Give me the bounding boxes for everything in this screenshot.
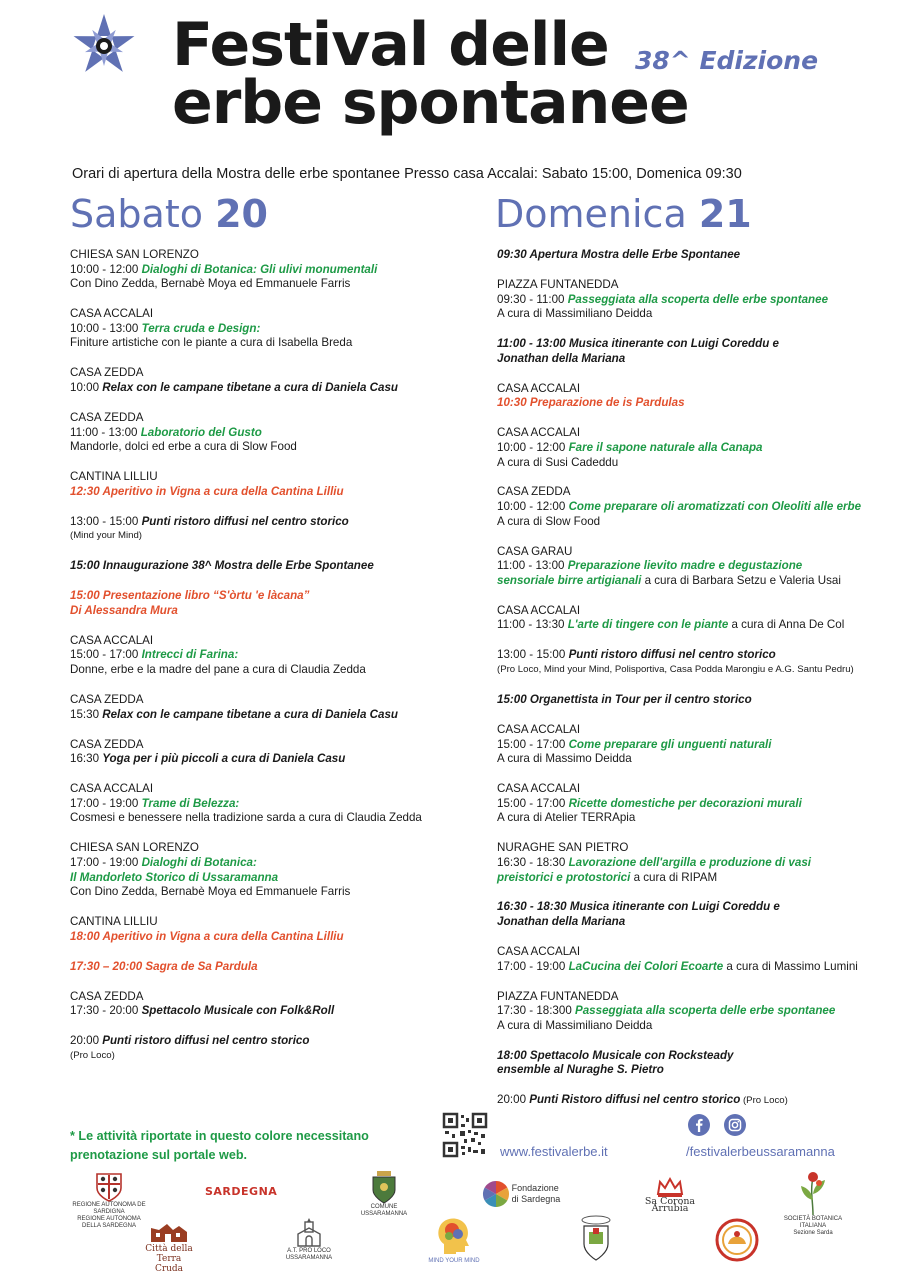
event-title: Preparazione lievito madre e degustazione bbox=[567, 559, 803, 573]
title-line-1: Festival delle bbox=[172, 10, 609, 80]
event-title: Intrecci di Farina: bbox=[141, 648, 239, 662]
schedule-event bbox=[70, 693, 490, 722]
schedule-event bbox=[497, 426, 897, 470]
event-title-cont: Jonathan della Mariana bbox=[497, 915, 626, 929]
societa-line-2: Sezione Sarda bbox=[793, 1230, 833, 1236]
santu-pedru-logo bbox=[574, 1214, 618, 1262]
regione-line-2: REGIONE AUTONOMA DELLA SARDEGNA bbox=[77, 1216, 141, 1229]
event-title: Punti ristoro diffusi nel centro storico bbox=[568, 648, 776, 662]
event-place: CANTINA LILLIU bbox=[70, 915, 158, 929]
event-title: Come preparare gli unguenti naturali bbox=[568, 737, 772, 751]
event-note: (Pro Loco) bbox=[740, 1095, 788, 1107]
event-place: CASA ACCALAI bbox=[70, 782, 154, 796]
saturday-day-word: Sabato bbox=[70, 192, 203, 236]
event-description: Finiture artistiche con le piante a cura di Isabella Breda bbox=[70, 336, 353, 350]
schedule-event bbox=[497, 382, 897, 411]
event-time: 15:00 - 17:00 bbox=[70, 648, 142, 662]
event-title-cont: sensoriale birre artigianali bbox=[497, 573, 642, 587]
event-title: Sagra de Sa Pardula bbox=[145, 959, 258, 973]
event-description: Di Alessandra Mura bbox=[70, 603, 178, 617]
event-place: CASA ZEDDA bbox=[70, 410, 144, 424]
event-description: A cura di Slow Food bbox=[497, 514, 601, 528]
event-time: 11:00 - 13:30 bbox=[497, 618, 568, 632]
schedule-event bbox=[70, 738, 490, 767]
event-title-cont: ensemble al Nuraghe S. Pietro bbox=[497, 1063, 664, 1077]
event-line bbox=[70, 1004, 490, 1019]
edition-label: 38^ Edizione bbox=[635, 46, 819, 75]
event-title: Presentazione libro “S'òrtu 'e làcana” bbox=[102, 589, 310, 603]
event-place: CASA ACCALAI bbox=[497, 381, 581, 395]
event-time: 10:00 - 12:00 bbox=[497, 440, 569, 454]
event-title: Aperitivo in Vigna a cura della Cantina Lilliu bbox=[102, 484, 344, 498]
sunday-day-number: 21 bbox=[698, 192, 752, 236]
event-title: Dialoghi di Botanica: Gli ulivi monumentali bbox=[141, 262, 378, 276]
event-title: Passeggiata alla scoperta delle erbe spontanee bbox=[575, 1004, 836, 1018]
event-place: CASA ACCALAI bbox=[497, 945, 581, 959]
booking-note-line-1: * Le attività riportate in questo colore necessitano bbox=[70, 1129, 369, 1143]
event-time: 13:00 - 15:00 bbox=[497, 648, 569, 662]
schedule-event bbox=[70, 782, 490, 826]
booking-note-line-2: prenotazione sul portale web. bbox=[70, 1148, 248, 1162]
pro-loco-label: A.T. PRO LOCO USSARAMANNA bbox=[285, 1248, 333, 1261]
schedule-event bbox=[70, 1034, 490, 1063]
schedule-event bbox=[70, 634, 490, 678]
event-place: CASA ACCALAI bbox=[497, 426, 581, 440]
schedule-event bbox=[70, 470, 490, 499]
event-time: 20:00 bbox=[497, 1093, 530, 1107]
event-line bbox=[497, 441, 897, 456]
sunday-schedule bbox=[497, 248, 897, 1124]
citta-terra-cruda-logo bbox=[142, 1222, 196, 1274]
event-line bbox=[497, 900, 897, 929]
fondazione-line-1: Fondazione bbox=[511, 1183, 559, 1193]
event-line bbox=[497, 396, 897, 411]
event-title: Punti ristoro diffusi nel centro storico bbox=[102, 1034, 310, 1048]
event-time: 15:00 bbox=[70, 589, 103, 603]
schedule-event bbox=[70, 915, 490, 944]
event-line bbox=[497, 1004, 897, 1019]
page-title bbox=[172, 10, 689, 138]
event-time: 13:00 - 15:00 bbox=[70, 514, 142, 528]
sa-corona-arrubia-logo bbox=[628, 1176, 712, 1212]
schedule-event bbox=[497, 1093, 897, 1109]
event-title: Apertura Mostra delle Erbe Spontanee bbox=[529, 248, 741, 261]
schedule-event bbox=[497, 485, 897, 529]
schedule-event bbox=[497, 648, 897, 677]
event-note: (Pro Loco) bbox=[70, 1049, 115, 1061]
event-line bbox=[497, 1049, 897, 1078]
qr-code-icon[interactable] bbox=[442, 1112, 488, 1158]
societa-line-1: SOCIETÀ BOTANICA ITALIANA bbox=[783, 1216, 843, 1229]
event-time: 09:30 - 11:00 bbox=[497, 292, 568, 306]
schedule-event bbox=[497, 1049, 897, 1078]
citta-line-1: Città della bbox=[145, 1244, 193, 1254]
sardegna-logo: SARDEGNA bbox=[205, 1185, 278, 1198]
event-title: Spettacolo Musicale con Folk&Roll bbox=[141, 1004, 335, 1018]
event-line bbox=[70, 930, 490, 945]
sunday-heading bbox=[495, 192, 752, 236]
event-title: Relax con le campane tibetane a cura di Daniela Casu bbox=[102, 707, 398, 721]
event-line bbox=[497, 797, 897, 812]
event-title: Terra cruda e Design: bbox=[141, 321, 261, 335]
comune-line-1: COMUNE bbox=[370, 1204, 398, 1210]
corona-label: Sa Corona Arrubia bbox=[644, 1196, 696, 1214]
event-title: Yoga per i più piccoli a cura di Daniela Casu bbox=[102, 752, 346, 766]
event-title: Punti ristoro diffusi nel centro storico bbox=[141, 514, 349, 528]
instagram-icon[interactable] bbox=[724, 1114, 746, 1136]
regione-line-1: REGIONE AUTONOMA DE SARDIGNA bbox=[72, 1202, 146, 1215]
schedule-event bbox=[497, 337, 897, 366]
event-place: CASA ACCALAI bbox=[70, 633, 154, 647]
header bbox=[0, 0, 905, 200]
saturday-schedule bbox=[70, 248, 490, 1079]
fondazione-line-2: di Sardegna bbox=[511, 1194, 561, 1204]
event-note: (Pro Loco, Mind your Mind, Polisportiva, Casa Podda Marongiu e A.G. Santu Pedru) bbox=[497, 664, 854, 675]
sagra-pardula-badge-logo bbox=[712, 1216, 762, 1264]
schedule-event bbox=[497, 693, 897, 708]
event-title: Passeggiata alla scoperta delle erbe spontanee bbox=[567, 292, 829, 306]
schedule-event bbox=[70, 411, 490, 455]
event-description: A cura di Atelier TERRApia bbox=[497, 811, 636, 825]
event-line bbox=[70, 797, 490, 812]
schedule-event bbox=[497, 990, 897, 1034]
event-time: 10:00 bbox=[70, 380, 103, 394]
event-place: CASA ACCALAI bbox=[497, 722, 581, 736]
opening-hours: Orari di apertura della Mostra delle erbe spontanee Presso casa Accalai: Sabato 15:00, Domenica 09:30 bbox=[72, 166, 742, 182]
event-tail: a cura di Massimo Lumini bbox=[723, 959, 858, 973]
event-line bbox=[70, 322, 490, 337]
event-place: CHIESA SAN LORENZO bbox=[70, 248, 199, 261]
event-place: CASA ACCALAI bbox=[70, 307, 154, 321]
event-time: 18:00 bbox=[497, 1048, 530, 1062]
event-line bbox=[497, 337, 897, 366]
event-time: 15:00 - 17:00 bbox=[497, 796, 569, 810]
mind-your-mind-logo bbox=[424, 1214, 484, 1265]
flower-logo-icon bbox=[70, 12, 138, 80]
event-title: Dialoghi di Botanica: bbox=[141, 855, 257, 869]
event-line bbox=[497, 1093, 897, 1109]
event-line bbox=[70, 589, 490, 604]
comune-crest-icon bbox=[371, 1170, 397, 1204]
event-time: 16:30 bbox=[70, 752, 103, 766]
event-title-cont: Jonathan della Mariana bbox=[497, 351, 626, 365]
event-line bbox=[70, 856, 490, 885]
event-title: Trame di Belezza: bbox=[141, 796, 240, 810]
event-time: 18:00 bbox=[70, 929, 103, 943]
event-description: A cura di Susi Cadeddu bbox=[497, 455, 619, 469]
schedule-event bbox=[497, 900, 897, 929]
event-description: Donne, erbe e la madre del pane a cura di Claudia Zedda bbox=[70, 663, 366, 676]
event-time: 10:00 - 12:00 bbox=[497, 500, 569, 514]
schedule-event bbox=[497, 782, 897, 826]
event-title: Ricette domestiche per decorazioni murali bbox=[568, 796, 802, 810]
event-time: 16:30 - 18:30 bbox=[497, 900, 570, 914]
event-description: Con Dino Zedda, Bernabè Moya ed Emmanuele Farris bbox=[70, 277, 351, 291]
schedule-event bbox=[497, 604, 897, 633]
event-title: Musica itinerante con Luigi Coreddu e bbox=[568, 337, 779, 351]
event-line bbox=[497, 648, 897, 663]
event-time: 10:30 bbox=[497, 396, 530, 410]
event-description: Cosmesi e benessere nella tradizione sarda a cura di Claudia Zedda bbox=[70, 811, 422, 825]
event-line bbox=[497, 618, 897, 633]
comune-line-2: USSARAMANNA bbox=[360, 1211, 408, 1217]
event-line bbox=[70, 708, 490, 723]
event-place: CHIESA SAN LORENZO bbox=[70, 841, 199, 855]
corona-crown-icon bbox=[655, 1176, 685, 1198]
event-description: A cura di Massimo Deidda bbox=[497, 752, 632, 766]
event-place: CASA GARAU bbox=[497, 544, 573, 558]
saturday-day-number: 20 bbox=[215, 192, 268, 236]
event-description: Mandorle, dolci ed erbe a cura di Slow Food bbox=[70, 440, 297, 454]
event-time: 10:00 - 13:00 bbox=[70, 321, 142, 335]
event-line bbox=[70, 381, 490, 396]
mind-label: MIND YOUR MIND bbox=[428, 1258, 480, 1264]
title-line-2: erbe spontanee bbox=[172, 68, 689, 138]
event-line bbox=[497, 559, 897, 588]
event-title: LaCucina dei Colori Ecoarte bbox=[568, 959, 724, 973]
schedule-event bbox=[70, 960, 490, 975]
event-tail: a cura di Anna De Col bbox=[728, 618, 845, 632]
event-time: 17:00 - 19:00 bbox=[497, 959, 569, 973]
event-title: Musica itinerante con Luigi Coreddu e bbox=[569, 900, 780, 914]
sagra-badge-icon bbox=[714, 1216, 760, 1264]
event-line bbox=[497, 693, 897, 708]
event-place: NURAGHE SAN PIETRO bbox=[497, 841, 629, 855]
schedule-event bbox=[70, 841, 490, 899]
regione-crest-icon bbox=[95, 1172, 123, 1202]
event-line bbox=[70, 426, 490, 441]
event-title: Lavorazione dell'argilla e produzione di vasi bbox=[568, 855, 811, 869]
event-line bbox=[497, 293, 897, 308]
pro-loco-church-icon bbox=[294, 1216, 324, 1248]
citta-line-2: Terra Cruda bbox=[154, 1254, 184, 1274]
mind-head-icon bbox=[434, 1214, 474, 1258]
schedule-event bbox=[70, 248, 490, 292]
event-place: CASA ZEDDA bbox=[70, 366, 144, 380]
event-line bbox=[70, 752, 490, 767]
schedule-event bbox=[497, 278, 897, 322]
event-line bbox=[70, 263, 490, 278]
schedule-event bbox=[497, 945, 897, 974]
event-place: PIAZZA FUNTANEDDA bbox=[497, 989, 619, 1003]
schedule-event bbox=[497, 248, 897, 263]
event-time: 17:00 - 19:00 bbox=[70, 855, 142, 869]
social-handle[interactable]: /festivalerbeussaramanna bbox=[686, 1144, 835, 1159]
schedule-event bbox=[70, 515, 490, 544]
event-title: Preparazione de is Pardulas bbox=[529, 396, 685, 410]
fondazione-wheel-icon bbox=[482, 1180, 510, 1208]
event-description: A cura di Massimiliano Deidda bbox=[497, 307, 653, 321]
saturday-heading bbox=[70, 192, 268, 236]
schedule-event bbox=[497, 841, 897, 885]
event-time: 17:30 – 20:00 bbox=[70, 959, 146, 973]
event-time: 16:30 - 18:30 bbox=[497, 855, 569, 869]
schedule-event bbox=[70, 307, 490, 351]
schedule-event bbox=[70, 589, 490, 618]
event-time: 10:00 - 12:00 bbox=[70, 262, 142, 276]
schedule-event bbox=[70, 559, 490, 574]
event-title: L'arte di tingere con le piante bbox=[567, 618, 729, 632]
event-line bbox=[497, 738, 897, 753]
event-description: Con Dino Zedda, Bernabè Moya ed Emmanuele Farris bbox=[70, 885, 351, 899]
terra-cruda-house-icon bbox=[149, 1222, 189, 1244]
event-time: 15:00 bbox=[497, 692, 530, 706]
schedule-event bbox=[497, 545, 897, 589]
event-tail: a cura di RIPAM bbox=[630, 870, 718, 884]
schedule-event bbox=[70, 366, 490, 395]
event-time: 17:30 - 20:00 bbox=[70, 1004, 142, 1018]
event-time: 11:00 - 13:00 bbox=[497, 337, 569, 351]
pro-loco-logo bbox=[268, 1216, 350, 1262]
event-title: Innaugurazione 38^ Mostra delle Erbe Spontanee bbox=[102, 559, 374, 573]
event-time: 11:00 - 13:00 bbox=[497, 559, 568, 573]
event-title: Laboratorio del Gusto bbox=[140, 425, 262, 439]
event-title: Relax con le campane tibetane a cura di Daniela Casu bbox=[102, 380, 398, 394]
event-time: 15:30 bbox=[70, 707, 103, 721]
event-title: Aperitivo in Vigna a cura della Cantina Lilliu bbox=[102, 929, 344, 943]
event-line bbox=[70, 648, 490, 663]
event-place: CASA ZEDDA bbox=[70, 989, 144, 1003]
botanical-plant-icon bbox=[796, 1170, 830, 1216]
event-place: CASA ACCALAI bbox=[497, 782, 581, 796]
event-line bbox=[497, 500, 897, 515]
event-title: Punti Ristoro diffusi nel centro storico bbox=[529, 1093, 741, 1107]
event-line bbox=[70, 515, 490, 530]
fondazione-sardegna-logo bbox=[482, 1180, 592, 1208]
schedule-event bbox=[497, 723, 897, 767]
event-place: CASA ZEDDA bbox=[70, 737, 144, 751]
event-place: PIAZZA FUNTANEDDA bbox=[497, 277, 619, 291]
event-time: 09:30 bbox=[497, 248, 530, 261]
event-place: CASA ZEDDA bbox=[497, 485, 571, 499]
regione-sardegna-logo bbox=[68, 1172, 150, 1230]
event-line bbox=[70, 960, 490, 975]
event-line bbox=[497, 960, 897, 975]
sunday-day-word: Domenica bbox=[495, 192, 687, 236]
event-time: 17:00 - 19:00 bbox=[70, 796, 142, 810]
event-place: CANTINA LILLIU bbox=[70, 470, 158, 484]
event-title: Organettista in Tour per il centro storico bbox=[529, 692, 752, 706]
event-title: Fare il sapone naturale alla Canapa bbox=[568, 440, 763, 454]
event-title: Come preparare oli aromatizzati con Oleoliti alle erbe bbox=[568, 500, 862, 514]
event-line bbox=[497, 856, 897, 885]
event-time: 20:00 bbox=[70, 1034, 103, 1048]
event-time: 17:30 - 18:300 bbox=[497, 1004, 575, 1018]
comune-ussaramanna-logo bbox=[356, 1170, 412, 1218]
event-time: 15:00 bbox=[70, 559, 103, 573]
event-place: CASA ACCALAI bbox=[497, 603, 581, 617]
event-title: Spettacolo Musicale con Rocksteady bbox=[529, 1048, 734, 1062]
event-line bbox=[70, 1034, 490, 1049]
event-title-cont: Il Mandorleto Storico di Ussaramanna bbox=[70, 870, 279, 884]
event-place: CASA ZEDDA bbox=[70, 692, 144, 706]
santu-pedru-shield-icon bbox=[579, 1214, 613, 1262]
event-description: A cura di Massimiliano Deidda bbox=[497, 1018, 653, 1032]
event-time: 11:00 - 13:00 bbox=[70, 425, 141, 439]
facebook-icon[interactable] bbox=[688, 1114, 710, 1136]
societa-botanica-logo bbox=[776, 1170, 850, 1237]
schedule-event bbox=[70, 990, 490, 1019]
event-time: 12:30 bbox=[70, 484, 103, 498]
event-line bbox=[497, 248, 897, 263]
event-note: (Mind your Mind) bbox=[70, 530, 142, 542]
website-link[interactable]: www.festivalerbe.it bbox=[500, 1144, 608, 1159]
event-time: 15:00 - 17:00 bbox=[497, 737, 569, 751]
event-line bbox=[70, 485, 490, 500]
event-title-cont: preistorici e protostorici bbox=[497, 870, 631, 884]
booking-note bbox=[70, 1127, 369, 1165]
event-tail: a cura di Barbara Setzu e Valeria Usai bbox=[641, 573, 841, 587]
event-line bbox=[70, 559, 490, 574]
